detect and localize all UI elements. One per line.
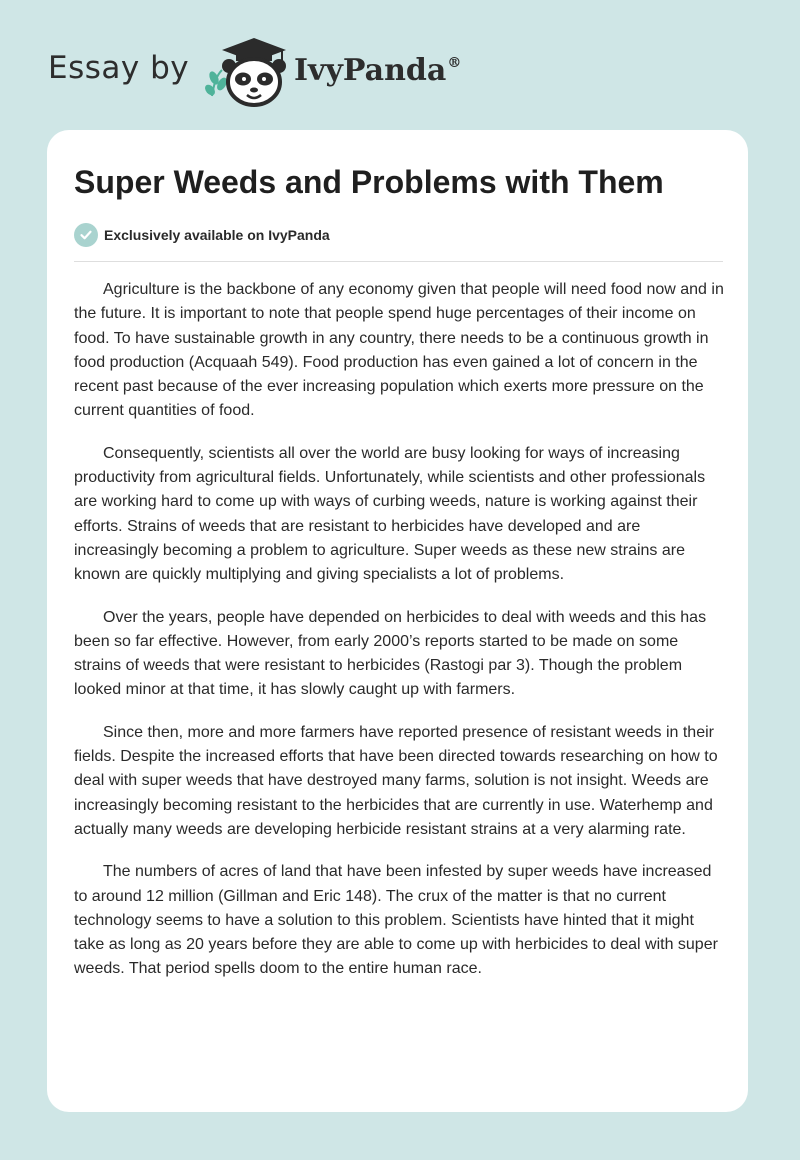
badge-label: Exclusively available on IvyPanda [104,227,330,243]
paragraph: Agriculture is the backbone of any economy given that people will need food now and in the future. It is important to note that people spend huge percentages of their income on food. To have sustainable growth in any country, there needs to be a continuous growth in food production (Acquaah 549). Food production has even gained a lot of concern in the recent past because of the ever increasing population which exerts more pressure on the current quantities of food. [74,281,724,420]
site-header [48,30,508,110]
paragraph: Consequently, scientists all over the world are busy looking for ways of increasing productivity from agricultural fields. Unfortunately, while scientists and other professionals are working hard to come up with ways of curbing weeds, nature is working against their efforts. Strains of weeds that are resistant to herbicides have developed and are increasingly becoming a problem to agriculture. Super weeds as these new strains are known are quickly multiplying and giving specialists a lot of problems. [74,444,706,584]
essay-title: Super Weeds and Problems with Them [74,164,664,200]
panda-logo-icon[interactable] [202,34,292,108]
brand-prefix: Essay by [48,50,190,86]
brand-name[interactable]: IvyPanda® [294,53,462,88]
divider [74,261,723,262]
essay-card [47,130,748,1112]
paragraph: The numbers of acres of land that have been infested by super weeds have increased to around 12 million (Gillman and Eric 148). The crux of the matter is that no current technology seems to have a solution to this problem. Scientists have hinted that it might take as long as 20 years before they are able to come up with herbicides to deal with super weeds. That period spells doom to the entire human race. [74,863,718,978]
paragraph: Over the years, people have depended on herbicides to deal with weeds and this has been so far effective. However, from early 2000’s reports started to be made on some strains of weeds that were resistant to herbicides (Rastogi par 3). Though the problem looked minor at that time, it has slowly caught up with farmers. [74,608,707,699]
registered-mark: ® [447,55,462,71]
checkmark-icon [74,223,98,247]
exclusive-badge [74,222,330,248]
paragraph: Since then, more and more farmers have reported presence of resistant weeds in their fields. Despite the increased efforts that have been directed towards researching on how to deal with super weeds that have destroyed many farms, solution is not insight. Weeds are increasingly becoming resistant to the herbicides that are currently in use. Waterhemp and actually many weeds are developing herbicide resistant strains at a very alarming rate. [74,723,718,838]
essay-body [74,278,726,1000]
